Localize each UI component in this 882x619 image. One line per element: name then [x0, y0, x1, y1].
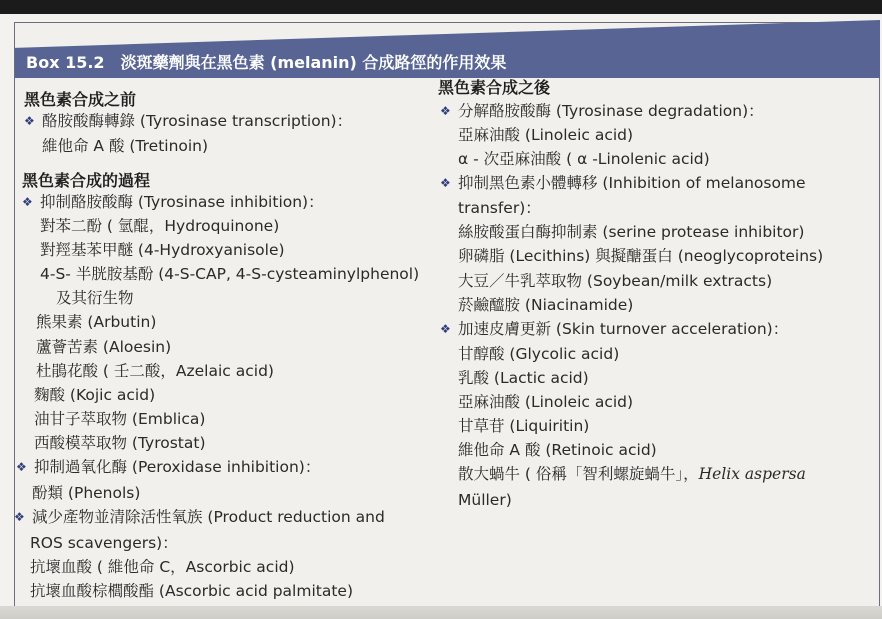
list-item: 西酸模萃取物 (Tyrostat)	[34, 434, 206, 452]
bullet-skin-turnover: ❖ 加速皮膚更新 (Skin turnover acceleration)：	[440, 320, 789, 338]
list-item: 甘草苷 (Liquiritin)	[458, 417, 590, 435]
bullet-melanosome-transfer: ❖ 抑制黑色素小體轉移 (Inhibition of melanosome	[440, 174, 806, 192]
list-item: 杜鵑花酸 ( 壬二酸，Azelaic acid)	[36, 362, 274, 380]
box-title	[26, 50, 506, 73]
bullet-icon: ❖	[440, 104, 451, 118]
list-item: 大豆／牛乳萃取物 (Soybean/milk extracts)	[458, 272, 773, 290]
list-item: transfer)：	[458, 199, 541, 217]
bullet-peroxidase-inhibition: ❖ 抑制過氧化酶 (Peroxidase inhibition)：	[16, 458, 321, 476]
bottom-shade	[0, 606, 882, 619]
heading-after-synthesis: 黑色素合成之後	[438, 78, 551, 97]
list-item: 麴酸 (Kojic acid)	[34, 386, 156, 404]
bullet-tyrosinase-degradation: ❖ 分解酪胺酸酶 (Tyrosinase degradation)：	[440, 102, 764, 120]
list-item: 熊果素 (Arbutin)	[36, 313, 157, 331]
bullet-icon: ❖	[14, 510, 25, 524]
bullet-tyrosinase-inhibition: ❖ 抑制酪胺酸酶 (Tyrosinase inhibition)：	[22, 193, 324, 211]
bullet-icon: ❖	[440, 176, 451, 190]
list-item: 對羥基苯甲醚 (4-Hydroxyanisole)	[40, 241, 285, 259]
list-item: 油甘子萃取物 (Emblica)	[34, 410, 206, 428]
list-item: ROS scavengers)：	[30, 534, 178, 552]
bullet-icon: ❖	[16, 460, 27, 474]
list-item: 亞麻油酸 (Linoleic acid)	[458, 126, 634, 144]
list-item: 絲胺酸蛋白酶抑制素 (serine protease inhibitor)	[458, 223, 805, 241]
list-item: 維他命 A 酸 (Tretinoin)	[42, 137, 209, 155]
heading-before-synthesis: 黑色素合成之前	[24, 90, 137, 109]
list-item: α - 次亞麻油酸 ( α -Linolenic acid)	[458, 150, 710, 168]
list-item: 4-S- 半胱胺基酚 (4-S-CAP, 4-S-cysteaminylphenol)	[40, 265, 420, 283]
list-item: 酚類 (Phenols)	[32, 484, 141, 502]
list-item: 卵磷脂 (Lecithins) 與擬醣蛋白 (neoglycoproteins)	[458, 247, 824, 265]
list-item: 乳酸 (Lactic acid)	[458, 369, 589, 387]
italic-species-name: Helix aspersa	[698, 465, 806, 483]
list-item: 對苯二酚 ( 氫醌，Hydroquinone)	[40, 217, 280, 235]
box-number: Box 15.2	[26, 53, 105, 72]
bullet-tyrosinase-transcription: ❖ 酪胺酸酶轉錄 (Tyrosinase transcription)：	[24, 112, 353, 130]
list-item: 菸鹼醯胺 (Niacinamide)	[458, 296, 634, 314]
list-item: 抗壞血酸 ( 維他命 C，Ascorbic acid)	[30, 558, 295, 576]
list-item: 蘆薈苦素 (Aloesin)	[36, 338, 172, 356]
list-item: 抗壞血酸棕櫚酸酯 (Ascorbic acid palmitate)	[30, 582, 354, 600]
top-dark-edge	[0, 0, 882, 14]
bullet-icon: ❖	[22, 195, 33, 209]
list-item: 散大蝸牛 ( 俗稱「智利螺旋蝸牛」，Helix aspersa	[458, 465, 806, 483]
box-title-text: 淡斑藥劑與在黑色素 (melanin) 合成路徑的作用效果	[120, 53, 507, 72]
bullet-ros-scavengers: ❖ 減少產物並清除活性氧族 (Product reduction and	[14, 508, 385, 526]
list-item: 亞麻油酸 (Linoleic acid)	[458, 393, 634, 411]
bullet-icon: ❖	[440, 322, 451, 336]
list-item: Müller)	[458, 491, 512, 509]
list-item: 維他命 A 酸 (Retinoic acid)	[458, 441, 657, 459]
bullet-icon: ❖	[24, 114, 35, 128]
list-item: 甘醇酸 (Glycolic acid)	[458, 345, 620, 363]
heading-during-synthesis: 黑色素合成的過程	[22, 171, 151, 190]
list-item: 及其衍生物	[56, 289, 134, 307]
